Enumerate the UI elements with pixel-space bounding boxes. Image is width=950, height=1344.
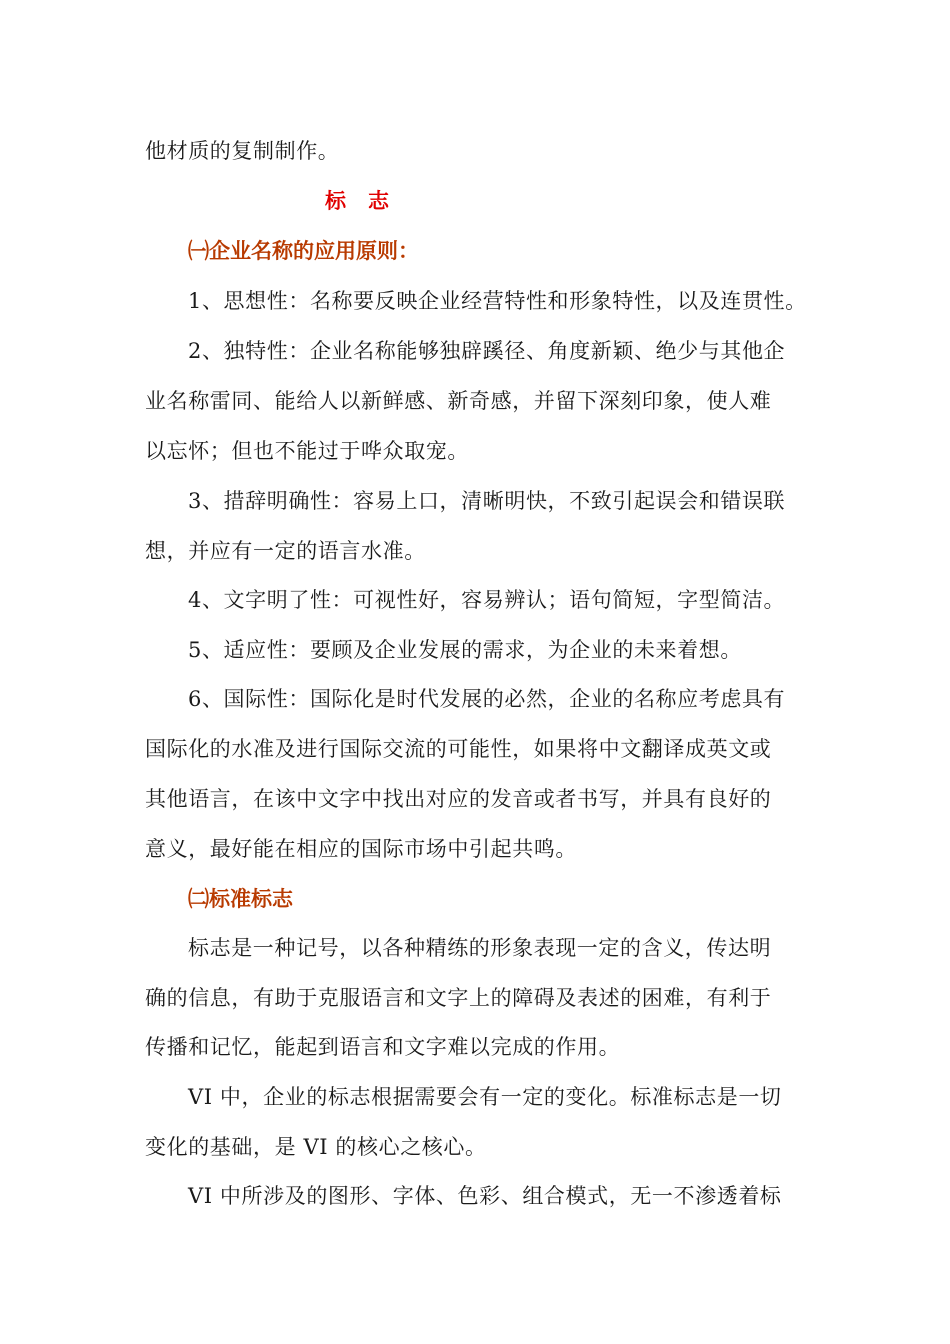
- text-line: 国际化的水准及进行国际交流的可能性，如果将中文翻译成英文或: [145, 737, 772, 761]
- text-line: 6、国际性：国际化是时代发展的必然，企业的名称应考虑具有: [188, 687, 786, 711]
- text-line: VI 中所涉及的图形、字体、色彩、组合模式，无一不渗透着标: [188, 1184, 782, 1208]
- text-line: VI 中，企业的标志根据需要会有一定的变化。标准标志是一切: [188, 1085, 782, 1109]
- section-title: 标志: [325, 188, 411, 213]
- text-line: 传播和记忆，能起到语言和文字难以完成的作用。: [145, 1035, 621, 1059]
- text-line: 2、独特性：企业名称能够独辟蹊径、角度新颖、绝少与其他企: [188, 339, 786, 363]
- subheading-company-name-principles: ㈠企业名称的应用原则：: [188, 238, 419, 263]
- text-line: 4、文字明了性：可视性好，容易辨认；语句简短，字型简洁。: [188, 588, 786, 612]
- text-line: 标志是一种记号，以各种精练的形象表现一定的含义，传达明: [188, 936, 772, 960]
- text-line: 他材质的复制制作。: [145, 139, 340, 163]
- text-line: 3、措辞明确性：容易上口，清晰明快，不致引起误会和错误联: [188, 489, 786, 513]
- text-line: 想，并应有一定的语言水准。: [145, 539, 426, 563]
- text-line: 其他语言，在该中文字中找出对应的发音或者书写，并具有良好的: [145, 787, 772, 811]
- text-line: 以忘怀；但也不能过于哗众取宠。: [145, 439, 469, 463]
- text-line: 意义，最好能在相应的国际市场中引起共鸣。: [145, 837, 577, 861]
- text-line: 确的信息，有助于克服语言和文字上的障碍及表述的困难，有利于: [145, 986, 772, 1010]
- text-line: 1、思想性：名称要反映企业经营特性和形象特性，以及连贯性。: [188, 289, 807, 313]
- text-line: 变化的基础，是 VI 的核心之核心。: [145, 1135, 487, 1159]
- text-line: 业名称雷同、能给人以新鲜感、新奇感，并留下深刻印象，使人难: [145, 389, 772, 413]
- text-line: 5、适应性：要顾及企业发展的需求，为企业的未来着想。: [188, 638, 742, 662]
- subheading-standard-logo: ㈡标准标志: [188, 886, 293, 911]
